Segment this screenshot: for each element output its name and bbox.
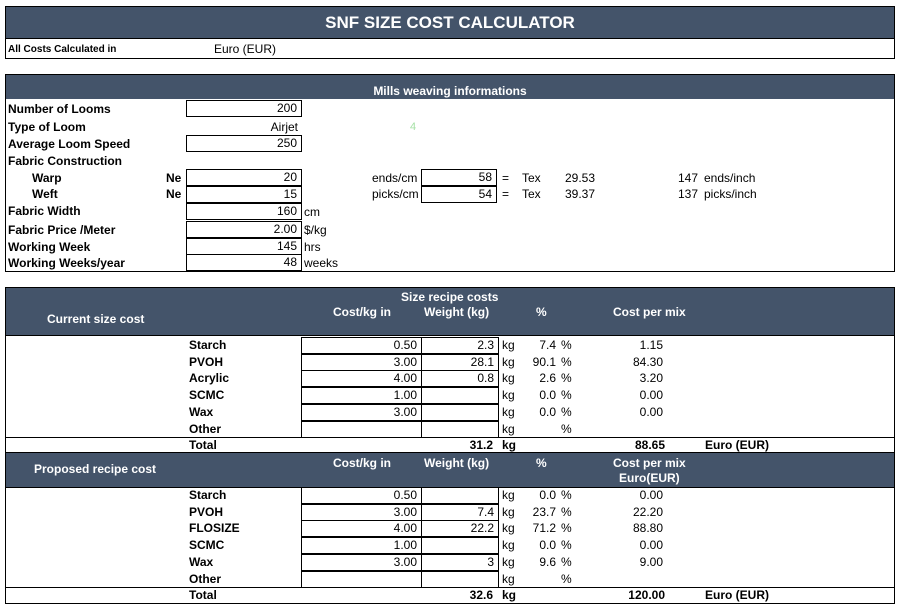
current-total-currency: Euro (EUR): [705, 438, 769, 452]
current-total-weight: 31.2: [469, 438, 493, 452]
warp-density-input[interactable]: 58: [421, 169, 497, 186]
recipe-row-kg: kg: [502, 355, 515, 369]
recipe-row-name: Wax: [189, 555, 214, 569]
recipe-row-cost[interactable]: 1.00: [301, 387, 422, 404]
recipe-row-pct: 0.0: [539, 388, 556, 402]
currency-label: All Costs Calculated in: [8, 44, 117, 55]
recipe-row-name: PVOH: [189, 505, 224, 519]
recipe-row-cost[interactable]: 0.50: [301, 337, 422, 354]
proposed-total-mix: 120.00: [628, 588, 665, 602]
recipe-row-mix: 0.00: [639, 388, 663, 402]
average-loom-speed-label: Average Loom Speed: [8, 137, 131, 151]
warp-unit: Ne: [166, 171, 182, 185]
recipe-row-name: PVOH: [189, 355, 224, 369]
recipe-row-weight[interactable]: 22.2: [421, 520, 499, 537]
recipe-row-kg: kg: [502, 555, 515, 569]
recipe-row-cost[interactable]: 3.00: [301, 504, 422, 521]
recipe-row-cost[interactable]: [301, 571, 422, 588]
recipe-row-name: Other: [189, 572, 222, 586]
weft-density-input[interactable]: 54: [421, 186, 497, 203]
recipe-row-mix: 1.15: [639, 338, 663, 352]
title-bar: [6, 7, 894, 38]
recipe-row-pct-sign: %: [561, 405, 572, 419]
recipe-row-mix: 0.00: [639, 405, 663, 419]
proposed-col-pct: %: [536, 456, 547, 470]
recipe-row-cost[interactable]: 3.00: [301, 404, 422, 421]
column-divider: [301, 337, 302, 437]
recipe-row-pct-sign: %: [561, 505, 572, 519]
currency-value[interactable]: Euro (EUR): [214, 42, 277, 56]
recipe-row-weight[interactable]: 3: [421, 554, 499, 571]
recipe-row-pct-sign: %: [561, 371, 572, 385]
recipe-row-pct-sign: %: [561, 555, 572, 569]
proposed-header: [6, 453, 894, 487]
warp-tex-label: Tex: [522, 171, 541, 185]
recipe-row-pct-sign: %: [561, 521, 572, 535]
recipe-row-pct: 9.6: [539, 555, 556, 569]
number-of-looms-label: Number of Looms: [8, 102, 111, 116]
proposed-col-weight: Weight (kg): [424, 456, 490, 470]
fabric-price-unit: $/kg: [304, 223, 327, 237]
current-col-mix: Cost per mix: [613, 305, 686, 319]
recipe-row-pct-sign: %: [561, 538, 572, 552]
recipe-row-mix: 0.00: [639, 488, 663, 502]
loom-type-marker: 4: [410, 121, 417, 133]
weft-count-input[interactable]: 15: [186, 186, 302, 203]
page-title: SNF SIZE COST CALCULATOR: [325, 13, 575, 32]
current-col-pct: %: [536, 305, 547, 319]
recipe-row-mix: 9.00: [639, 555, 663, 569]
type-of-loom-label: Type of Loom: [8, 120, 86, 134]
recipe-row-mix: 0.00: [639, 538, 663, 552]
proposed-col-mix-currency: Euro(EUR): [619, 471, 680, 485]
recipe-row-weight[interactable]: [421, 387, 499, 404]
working-week-label: Working Week: [8, 240, 91, 254]
recipe-row-weight[interactable]: 0.8: [421, 370, 499, 387]
recipe-row-weight[interactable]: [421, 537, 499, 554]
fabric-width-label: Fabric Width: [8, 204, 81, 218]
warp-tex-value: 29.53: [565, 171, 596, 185]
proposed-total-weight: 32.6: [469, 588, 493, 602]
recipe-row-weight[interactable]: [421, 421, 499, 438]
recipe-row-cost[interactable]: [301, 421, 422, 438]
fabric-width-input[interactable]: 160: [186, 203, 302, 220]
warp-count-input[interactable]: 20: [186, 169, 302, 186]
number-of-looms-input[interactable]: 200: [186, 100, 302, 117]
working-weeks-year-unit: weeks: [304, 256, 339, 270]
title-panel: [5, 6, 895, 59]
proposed-col-cost: Cost/kg in: [333, 456, 392, 470]
recipe-row-kg: kg: [502, 521, 515, 535]
proposed-recipe-cost-label: Proposed recipe cost: [34, 462, 157, 476]
weft-label: Weft: [32, 187, 58, 201]
recipe-row-name: Wax: [189, 405, 214, 419]
recipe-row-mix: 3.20: [639, 371, 663, 385]
weft-density-unit: picks/cm: [372, 187, 419, 201]
recipe-row-pct: 0.0: [539, 488, 556, 502]
recipe-row-name: Other: [189, 422, 222, 436]
current-total-mix: 88.65: [634, 438, 665, 452]
weft-unit: Ne: [166, 187, 182, 201]
recipe-row-weight[interactable]: [421, 571, 499, 588]
recipe-row-weight[interactable]: 2.3: [421, 337, 499, 354]
recipe-row-cost[interactable]: 0.50: [301, 487, 422, 504]
current-col-weight: Weight (kg): [424, 305, 490, 319]
recipe-row-pct-sign: %: [561, 422, 572, 436]
recipe-row-kg: kg: [502, 405, 515, 419]
recipe-row-weight[interactable]: [421, 487, 499, 504]
recipe-row-pct-sign: %: [561, 388, 572, 402]
fabric-price-label: Fabric Price /Meter: [8, 223, 116, 237]
recipe-row-cost[interactable]: 3.00: [301, 554, 422, 571]
working-weeks-year-label: Working Weeks/year: [8, 256, 125, 270]
working-week-input[interactable]: 145: [186, 238, 302, 255]
recipe-row-mix: 22.20: [632, 505, 663, 519]
working-weeks-year-input[interactable]: 48: [186, 254, 302, 271]
recipe-row-kg: kg: [502, 422, 515, 436]
column-divider: [301, 487, 302, 587]
recipe-row-pct-sign: %: [561, 572, 572, 586]
recipe-row-name: Starch: [189, 488, 227, 502]
warp-per-inch: 147: [677, 171, 698, 185]
fabric-price-input[interactable]: 2.00: [186, 221, 302, 238]
weft-tex-label: Tex: [522, 187, 541, 201]
recipe-row-pct: 90.1: [532, 355, 556, 369]
recipe-row-name: Acrylic: [189, 371, 230, 385]
current-size-cost-label: Current size cost: [47, 312, 145, 326]
warp-equals: =: [502, 171, 510, 185]
recipe-row-pct-sign: %: [561, 338, 572, 352]
proposed-total-label: Total: [189, 588, 217, 602]
recipe-row-mix: 88.80: [632, 521, 663, 535]
recipe-row-weight[interactable]: [421, 404, 499, 421]
recipe-row-mix: 84.30: [632, 355, 663, 369]
recipe-row-pct: 23.7: [532, 505, 556, 519]
recipe-row-pct: 71.2: [532, 521, 556, 535]
recipe-row-kg: kg: [502, 538, 515, 552]
type-of-loom-value[interactable]: Airjet: [270, 120, 298, 134]
recipe-row-kg: kg: [502, 488, 515, 502]
weft-tex-value: 39.37: [565, 187, 596, 201]
recipe-row-pct: 0.0: [539, 538, 556, 552]
proposed-total-currency: Euro (EUR): [705, 588, 769, 602]
recipe-row-weight[interactable]: 28.1: [421, 354, 499, 371]
current-col-cost: Cost/kg in: [333, 305, 392, 319]
warp-density-unit: ends/cm: [372, 171, 418, 185]
recipe-row-pct: 7.4: [539, 338, 556, 352]
warp-label: Warp: [32, 171, 62, 185]
recipe-row-pct: 0.0: [539, 405, 556, 419]
recipe-row-kg: kg: [502, 388, 515, 402]
recipe-row-pct: 2.6: [539, 371, 556, 385]
recipe-row-kg: kg: [502, 371, 515, 385]
current-total-kg: kg: [502, 438, 517, 452]
recipe-row-name: SCMC: [189, 388, 225, 402]
current-header: [6, 288, 894, 335]
recipe-row-name: Starch: [189, 338, 227, 352]
recipe-row-cost[interactable]: 4.00: [301, 370, 422, 387]
proposed-total-kg: kg: [502, 588, 517, 602]
weft-per-inch: 137: [677, 187, 698, 201]
recipe-row-kg: kg: [502, 572, 515, 586]
working-week-unit: hrs: [304, 240, 321, 254]
recipe-row-pct-sign: %: [561, 355, 572, 369]
recipe-row-cost[interactable]: 1.00: [301, 537, 422, 554]
recipe-row-cost[interactable]: 3.00: [301, 354, 422, 371]
recipe-row-cost[interactable]: 4.00: [301, 520, 422, 537]
fabric-width-unit: cm: [304, 205, 320, 219]
mills-header-text: Mills weaving informations: [373, 84, 527, 98]
fabric-construction-label: Fabric Construction: [8, 154, 123, 168]
proposed-col-mix: Cost per mix: [613, 456, 686, 470]
recipe-row-name: FLOSIZE: [189, 521, 240, 535]
recipe-row-kg: kg: [502, 505, 515, 519]
average-loom-speed-input[interactable]: 250: [186, 135, 302, 152]
mills-header: [6, 75, 894, 99]
warp-per-inch-unit: ends/inch: [704, 171, 756, 185]
recipe-row-pct-sign: %: [561, 488, 572, 502]
recipe-row-name: SCMC: [189, 538, 225, 552]
current-total-label: Total: [189, 438, 217, 452]
recipe-row-weight[interactable]: 7.4: [421, 504, 499, 521]
recipe-row-kg: kg: [502, 338, 515, 352]
size-recipe-costs-title: Size recipe costs: [401, 290, 499, 304]
weft-per-inch-unit: picks/inch: [704, 187, 757, 201]
weft-equals: =: [502, 187, 510, 201]
